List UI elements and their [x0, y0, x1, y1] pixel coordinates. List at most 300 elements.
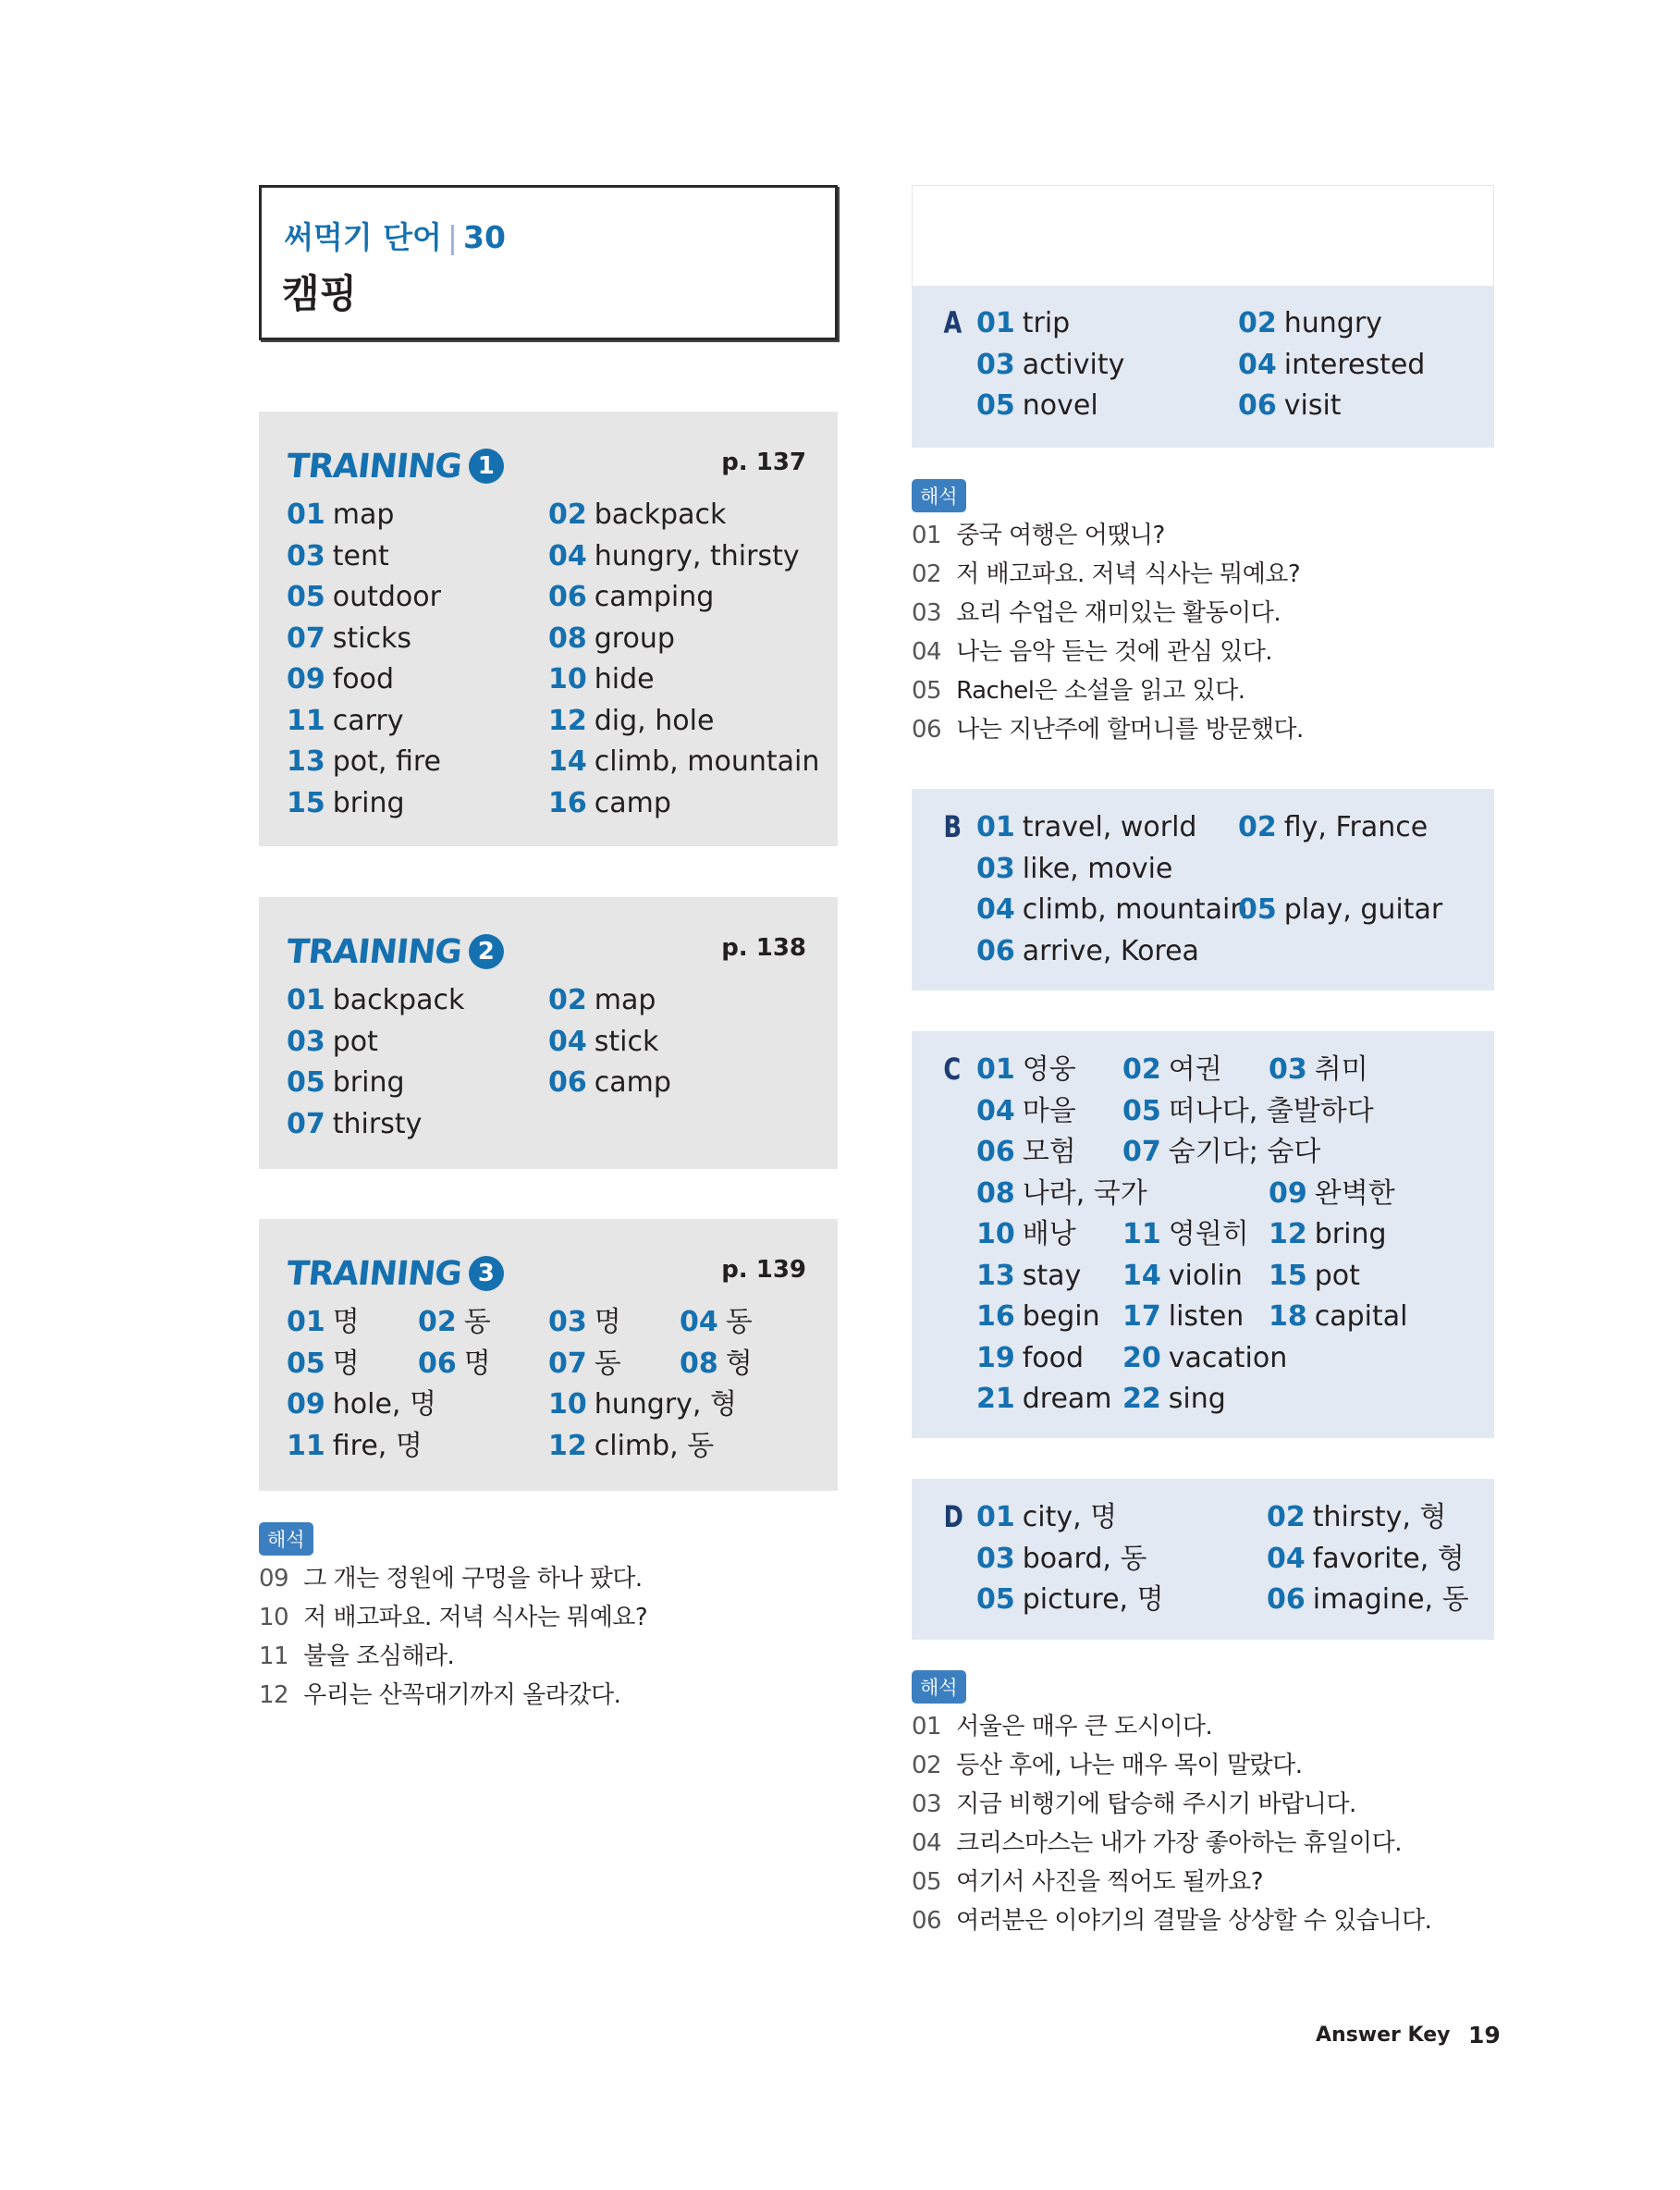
answer-text: 영웅 [1022, 1053, 1076, 1086]
answer-text: 동 [463, 1306, 491, 1338]
answer-number: 10 [548, 1388, 587, 1421]
section-letter: D [943, 1499, 963, 1534]
answer-text: outdoor [332, 581, 441, 613]
blank-header-box [912, 185, 1494, 287]
answer-item [287, 538, 389, 575]
answer-number: 03 [976, 348, 1015, 381]
answer-text: climb, mountain [594, 745, 820, 778]
answer-number: 04 [1238, 348, 1277, 381]
answer-text: city, 명 [1022, 1501, 1118, 1533]
answer-number: 03 [976, 852, 1015, 885]
answer-number: 07 [1122, 1136, 1161, 1168]
answer-number: 01 [976, 1501, 1015, 1533]
answer-number: 02 [418, 1306, 457, 1338]
answer-item [1122, 1298, 1244, 1335]
translation-line [912, 671, 1245, 706]
answer-number: 06 [976, 934, 1015, 967]
answer-number: 09 [1269, 1176, 1307, 1210]
answer-text: stay [1022, 1259, 1082, 1292]
answer-number: 13 [976, 1259, 1015, 1292]
answer-number: 01 [287, 498, 325, 531]
answer-item [976, 1258, 1081, 1295]
answer-number: 03 [976, 1542, 1015, 1575]
page-number: 19 [1468, 2022, 1501, 2049]
answer-number: 12 [548, 704, 587, 737]
translation-number: 03 [912, 599, 942, 627]
answer-text: 형 [725, 1347, 753, 1380]
answer-number: 01 [287, 1306, 325, 1338]
answer-text: hungry, thirsty [594, 539, 800, 572]
answer-number: 20 [1122, 1341, 1161, 1374]
answer-item [548, 1386, 737, 1423]
translation-line [912, 1824, 1402, 1858]
answer-text: 명 [594, 1306, 621, 1338]
answer-text: carry [332, 704, 404, 737]
answer-text: fly, France [1283, 811, 1429, 843]
answer-item [976, 1499, 1117, 1536]
answer-item [287, 1386, 436, 1423]
training-1-panel [259, 412, 838, 846]
answer-item [548, 785, 671, 822]
translation-text: 저 배고파요. 저녁 식사는 뭐예요? [956, 560, 1301, 588]
answer-item [418, 1304, 491, 1341]
answer-number: 10 [548, 663, 587, 695]
answer-number: 16 [976, 1300, 1015, 1333]
answer-number: 04 [976, 1094, 1015, 1127]
section-letter: C [943, 1052, 962, 1087]
answer-number: 06 [418, 1347, 457, 1380]
answer-item [548, 621, 675, 658]
translation-text: 등산 후에, 나는 매우 목이 말랐다. [956, 1752, 1303, 1779]
answer-text: hole, 명 [332, 1388, 436, 1421]
translation-line [912, 1746, 1302, 1780]
answer-number: 15 [287, 786, 325, 819]
answer-text: sticks [332, 621, 411, 655]
training-3-panel [259, 1219, 838, 1491]
training-2-panel [259, 897, 838, 1169]
answer-text: climb, mountain [1022, 893, 1248, 926]
answer-text: camp [594, 786, 671, 819]
translation-line [912, 594, 1281, 628]
answer-text: capital [1314, 1300, 1408, 1333]
answer-text: backpack [332, 984, 465, 1016]
answer-item [548, 1346, 621, 1383]
answer-number: 07 [287, 621, 325, 655]
answer-text: backpack [594, 498, 727, 531]
translation-text: 크리스마스는 내가 가장 좋아하는 휴일이다. [956, 1829, 1403, 1857]
answer-text: hungry, 형 [594, 1388, 737, 1421]
answer-text: dig, hole [594, 704, 715, 737]
training-3-heading [284, 1250, 504, 1297]
answer-text: 모험 [1022, 1136, 1076, 1168]
series-heading [284, 214, 506, 257]
answer-item [1267, 1541, 1465, 1578]
translation-line [259, 1559, 643, 1593]
answer-item [1122, 1216, 1249, 1253]
answer-text: sing [1168, 1383, 1226, 1415]
translation-line [912, 1901, 1431, 1936]
answer-text: 숨기다; 숨다 [1168, 1136, 1321, 1168]
answer-number: 02 [548, 984, 587, 1016]
answer-number: 03 [548, 1306, 587, 1338]
footer-label: Answer Key [1316, 2024, 1451, 2047]
answer-number: 06 [976, 1136, 1015, 1168]
answer-text: 영원히 [1168, 1218, 1249, 1250]
answer-number: 06 [548, 1066, 587, 1099]
answer-number: 03 [287, 1025, 325, 1058]
translation-number: 10 [259, 1604, 289, 1631]
answer-item [976, 1093, 1076, 1130]
answer-item [1122, 1052, 1222, 1089]
answer-item [680, 1346, 753, 1383]
translation-text: 중국 여행은 어땠니? [956, 522, 1165, 549]
answer-text: thirsty [332, 1107, 423, 1140]
answer-number: 03 [1269, 1053, 1307, 1086]
answer-text: bring [332, 1066, 405, 1099]
answer-number: 01 [976, 1053, 1015, 1086]
answer-number: 02 [1238, 307, 1277, 339]
answer-item [548, 1024, 658, 1061]
answer-number: 11 [287, 1429, 325, 1462]
answer-number: 04 [976, 893, 1015, 926]
answer-item [548, 982, 656, 1019]
answer-number: 11 [1122, 1218, 1161, 1250]
answer-item [1122, 1093, 1374, 1130]
answer-item [976, 809, 1196, 846]
answer-number: 01 [976, 307, 1015, 339]
answer-item [976, 892, 1247, 929]
answer-number: 15 [1269, 1259, 1307, 1292]
training-label: TRAINING [284, 447, 463, 486]
answer-text: picture, 명 [1022, 1583, 1164, 1616]
answer-number: 22 [1122, 1383, 1161, 1415]
answer-number: 06 [548, 581, 587, 613]
translation-text: 그 개는 정원에 구멍을 하나 팠다. [303, 1565, 643, 1593]
translation-line [912, 1707, 1212, 1741]
answer-item [548, 538, 800, 575]
answer-item [1269, 1216, 1387, 1253]
answer-text: board, 동 [1022, 1542, 1147, 1575]
answer-text: 여권 [1168, 1053, 1222, 1086]
answer-number: 10 [976, 1218, 1015, 1250]
answer-number: 05 [287, 1066, 325, 1099]
translation-number: 09 [259, 1565, 289, 1593]
page-reference: p. 138 [721, 934, 806, 962]
answer-item [548, 497, 726, 534]
training-1-heading [284, 443, 504, 489]
section-letter: B [943, 809, 962, 844]
answer-item [548, 1064, 671, 1101]
translation-number: 05 [912, 1868, 942, 1896]
answer-item [1267, 1581, 1469, 1618]
answer-text: travel, world [1022, 811, 1197, 843]
answer-text: violin [1168, 1259, 1243, 1292]
answer-item [1269, 1298, 1408, 1335]
section-d-panel [912, 1479, 1494, 1640]
answer-item [287, 579, 441, 616]
answer-text: visit [1283, 389, 1342, 422]
answer-text: 명 [332, 1347, 360, 1380]
answer-text: hide [594, 663, 655, 695]
answer-number: 02 [1267, 1501, 1306, 1533]
answer-item [1238, 347, 1425, 384]
answer-item [548, 1304, 621, 1341]
series-number: 30 [463, 219, 506, 255]
answer-number: 05 [1122, 1094, 1161, 1127]
answer-text: thirsty, 형 [1312, 1501, 1447, 1533]
translation-number: 04 [912, 1829, 942, 1857]
translation-number: 05 [912, 677, 942, 705]
answer-text: map [594, 984, 656, 1016]
answer-item [976, 1340, 1084, 1377]
answer-number: 19 [976, 1341, 1015, 1374]
answer-item [1238, 892, 1442, 929]
answer-text: pot [1314, 1259, 1360, 1292]
answer-text: imagine, 동 [1312, 1583, 1469, 1616]
answer-number: 05 [287, 581, 325, 613]
answer-number: 04 [680, 1306, 718, 1338]
answer-item [287, 744, 441, 781]
answer-item [1122, 1258, 1243, 1295]
section-letter: A [943, 305, 963, 340]
answer-item [1238, 305, 1382, 342]
translation-text: 나는 음악 듣는 것에 관심 있다. [956, 638, 1273, 666]
answer-number: 04 [1267, 1542, 1306, 1575]
answer-number: 13 [287, 745, 325, 778]
answer-number: 09 [287, 1388, 325, 1421]
answer-item [1122, 1381, 1226, 1418]
answer-text: 명 [463, 1347, 491, 1380]
answer-item [287, 621, 411, 658]
translation-text: 여러분은 이야기의 결말을 상상할 수 있습니다. [956, 1907, 1432, 1935]
section-a-panel [912, 287, 1494, 448]
answer-item [976, 347, 1124, 384]
answer-item [548, 703, 714, 740]
training-label: TRAINING [284, 932, 463, 971]
answer-number: 07 [548, 1347, 587, 1380]
answer-text: 마을 [1022, 1094, 1076, 1127]
answer-text: pot, fire [332, 745, 442, 778]
translation-number: 06 [912, 1907, 942, 1935]
answer-item [548, 744, 819, 781]
translation-badge: 해석 [912, 479, 966, 512]
training-2-heading [284, 929, 504, 975]
answer-number: 18 [1269, 1300, 1307, 1333]
answer-item [976, 1175, 1147, 1212]
translation-text: Rachel은 소설을 읽고 있다. [956, 677, 1245, 705]
translation-line [259, 1676, 620, 1710]
translation-badge: 해석 [259, 1522, 313, 1556]
answer-number: 06 [1267, 1583, 1306, 1616]
translation-line [912, 1863, 1263, 1897]
answer-item [287, 1346, 360, 1383]
title-box [259, 185, 838, 340]
answer-number: 07 [287, 1107, 325, 1140]
translation-text: 우리는 산꼭대기까지 올라갔다. [303, 1681, 621, 1709]
page-title: 캠핑 [282, 271, 358, 316]
translation-number: 03 [912, 1790, 942, 1818]
answer-item [976, 1052, 1076, 1089]
answer-text: play, guitar [1283, 893, 1443, 926]
translation-number: 01 [912, 522, 942, 549]
answer-text: arrive, Korea [1022, 934, 1199, 967]
training-number-badge: 1 [469, 449, 504, 484]
answer-item [976, 1298, 1100, 1335]
answer-item [287, 1106, 422, 1143]
answer-item [287, 1064, 405, 1101]
answer-text: food [332, 663, 395, 695]
translation-number: 02 [912, 1752, 942, 1779]
translation-text: 여기서 사진을 찍어도 될까요? [956, 1868, 1264, 1896]
answer-item [548, 1428, 714, 1465]
answer-item [976, 305, 1070, 342]
answer-item [1238, 809, 1428, 846]
answer-item [976, 1381, 1112, 1418]
answer-text: vacation [1168, 1341, 1288, 1374]
answer-item [287, 1304, 360, 1341]
answer-number: 16 [548, 786, 587, 819]
answer-item [976, 1541, 1147, 1578]
answer-text: food [1022, 1341, 1085, 1374]
translation-text: 불을 조심해라. [303, 1642, 455, 1670]
answer-text: stick [594, 1025, 659, 1058]
translation-text: 저 배고파요. 저녁 식사는 뭐예요? [303, 1604, 648, 1631]
answer-item [976, 1134, 1076, 1171]
training-label: TRAINING [284, 1254, 463, 1293]
answer-number: 05 [976, 1583, 1015, 1616]
answer-item [1238, 388, 1342, 424]
answer-text: trip [1022, 307, 1071, 339]
answer-item [287, 497, 394, 534]
answer-text: climb, 동 [594, 1429, 715, 1462]
answer-item [976, 388, 1098, 424]
training-number-badge: 2 [469, 934, 504, 969]
answer-item [680, 1304, 753, 1341]
answer-text: interested [1283, 348, 1426, 381]
answer-number: 08 [976, 1176, 1015, 1210]
translation-text: 지금 비행기에 탑승해 주시기 바랍니다. [956, 1790, 1356, 1818]
answer-item [287, 785, 405, 822]
answer-number: 01 [976, 811, 1015, 843]
answer-text: listen [1168, 1300, 1245, 1333]
answer-item [1269, 1052, 1368, 1089]
answer-number: 08 [548, 621, 587, 655]
answer-text: 나라, 국가 [1022, 1176, 1147, 1210]
answer-item [1122, 1340, 1287, 1377]
answer-item [548, 579, 714, 616]
answer-number: 06 [1238, 389, 1277, 422]
answer-number: 05 [287, 1347, 325, 1380]
answer-text: pot [332, 1025, 378, 1058]
answer-item [976, 1581, 1164, 1618]
answer-text: camping [594, 581, 715, 613]
translation-number: 01 [912, 1713, 942, 1741]
answer-text: map [332, 498, 395, 531]
answer-item [976, 851, 1172, 888]
answer-item [1122, 1134, 1320, 1171]
answer-item [287, 982, 464, 1019]
answer-number: 17 [1122, 1300, 1161, 1333]
answer-number: 11 [287, 704, 325, 737]
answer-number: 05 [976, 389, 1015, 422]
translation-number: 12 [259, 1681, 289, 1709]
translation-line [259, 1598, 647, 1632]
translation-text: 서울은 매우 큰 도시이다. [956, 1713, 1213, 1741]
translation-text: 요리 수업은 재미있는 활동이다. [956, 599, 1281, 627]
answer-item [976, 1216, 1076, 1253]
answer-text: 명 [332, 1306, 360, 1338]
answer-number: 08 [680, 1347, 718, 1380]
answer-text: favorite, 형 [1312, 1542, 1465, 1575]
answer-number: 21 [976, 1383, 1015, 1415]
translation-line [912, 555, 1300, 589]
translation-line [912, 710, 1304, 744]
translation-number: 11 [259, 1642, 289, 1670]
translation-line [912, 1785, 1356, 1819]
answer-item [287, 703, 404, 740]
answer-text: fire, 명 [332, 1429, 423, 1462]
answer-number: 02 [1238, 811, 1277, 843]
translation-line [259, 1637, 454, 1671]
answer-text: 취미 [1314, 1053, 1368, 1086]
answer-number: 14 [548, 745, 587, 778]
answer-text: bring [1314, 1218, 1387, 1250]
answer-item [976, 933, 1199, 970]
answer-number: 09 [287, 663, 325, 695]
answer-text: camp [594, 1066, 671, 1099]
translation-line [912, 633, 1272, 667]
answer-text: 떠나다, 출발하다 [1168, 1094, 1374, 1127]
translation-number: 04 [912, 638, 942, 666]
page-reference: p. 139 [721, 1256, 806, 1284]
answer-text: bring [332, 786, 405, 819]
title-separator: | [447, 219, 459, 255]
answer-text: activity [1022, 348, 1125, 381]
translation-badge: 해석 [912, 1670, 966, 1704]
answer-text: begin [1022, 1300, 1100, 1333]
answer-item [1269, 1258, 1360, 1295]
answer-item [287, 661, 394, 698]
answer-item [548, 661, 655, 698]
answer-text: 동 [725, 1306, 753, 1338]
answer-number: 04 [548, 1025, 587, 1058]
answer-text: group [594, 621, 675, 655]
answer-item [1267, 1499, 1446, 1536]
translation-number: 06 [912, 716, 942, 744]
translation-text: 나는 지난주에 할머니를 방문했다. [956, 716, 1304, 744]
answer-number: 05 [1238, 893, 1277, 926]
answer-number: 14 [1122, 1259, 1161, 1292]
answer-text: novel [1022, 389, 1098, 422]
answer-item [418, 1346, 491, 1383]
answer-text: 동 [594, 1347, 621, 1380]
answer-text: hungry [1283, 307, 1382, 339]
answer-text: like, movie [1022, 852, 1173, 885]
answer-number: 02 [548, 498, 587, 531]
answer-text: 배낭 [1022, 1218, 1076, 1250]
page-reference: p. 137 [721, 449, 806, 476]
answer-text: dream [1022, 1383, 1112, 1415]
answer-item [1269, 1175, 1395, 1212]
answer-number: 12 [1269, 1218, 1307, 1250]
answer-text: tent [332, 539, 389, 572]
section-c-panel [912, 1031, 1494, 1438]
answer-number: 12 [548, 1429, 587, 1462]
training-number-badge: 3 [469, 1256, 504, 1291]
series-label: 써먹기 단어 [284, 219, 442, 255]
translation-line [912, 516, 1165, 550]
answer-number: 03 [287, 539, 325, 572]
